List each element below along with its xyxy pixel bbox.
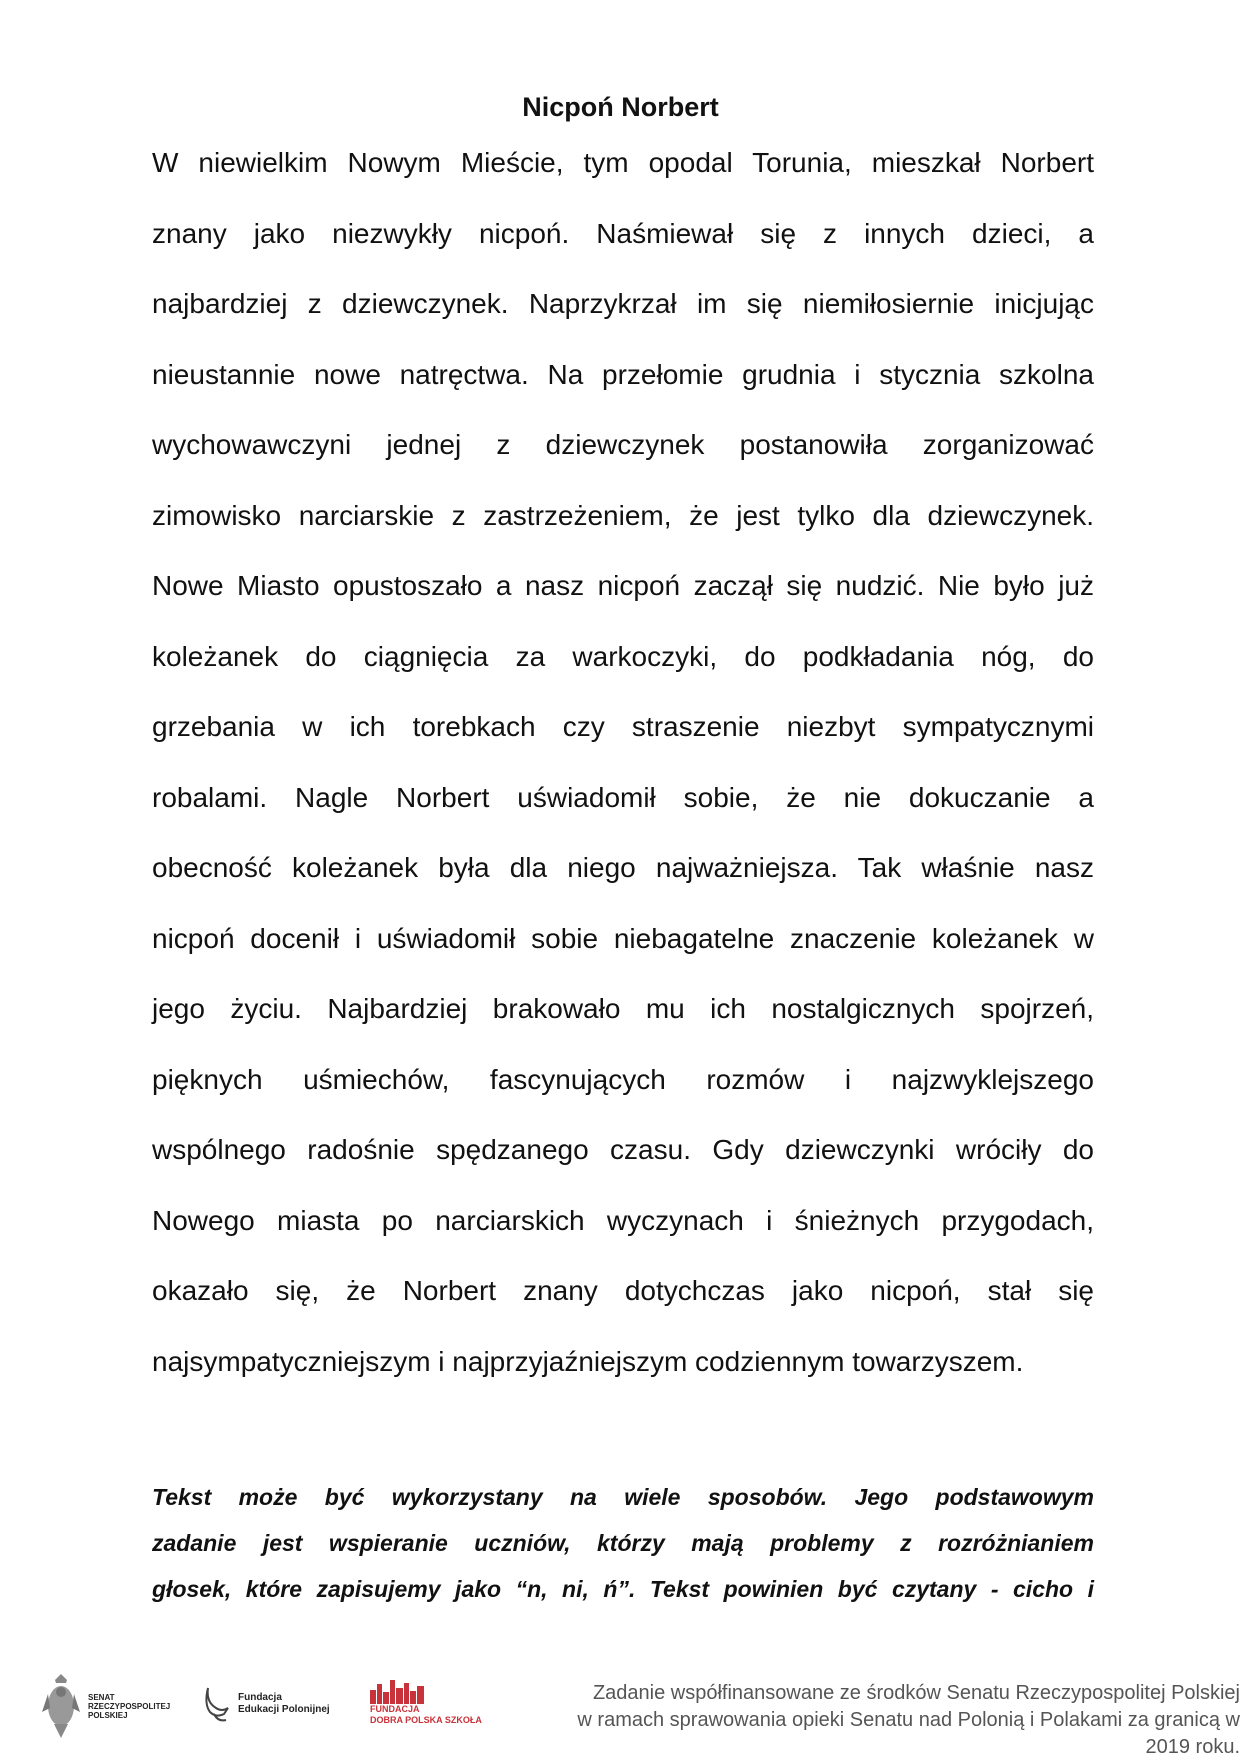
footer	[40, 1670, 1240, 1758]
story-line: pięknych uśmiechów, fascynujących rozmów i najzwyklejszego	[152, 1063, 1094, 1095]
funding-note-line: w ramach sprawowania opieki Senatu nad Polonią i Polakami za granicą w 2019 roku.	[577, 1709, 1240, 1758]
fep-logo-line: Edukacji Polonijnej	[238, 1704, 330, 1715]
note-line: zadanie jest wspieranie uczniów, którzy mają problemy z rozróżnianiem	[152, 1530, 1094, 1556]
story-line: grzebania w ich torebkach czy straszenie niezbyt sympatycznymi	[152, 711, 1094, 742]
fdps-logo-line: DOBRA POLSKA SZKOŁA	[370, 1715, 482, 1725]
senat-logo-line: POLSKIEJ	[88, 1710, 128, 1720]
story-line: okazało się, że Norbert znany dotychczas jako nicpoń, stał się	[152, 1275, 1094, 1306]
story-line: zimowisko narciarskie z zastrzeżeniem, że jest tylko dla dziewczynek.	[152, 499, 1094, 531]
teacher-note	[152, 1474, 1094, 1612]
senat-logo-text	[88, 1693, 170, 1720]
story-line: najbardziej z dziewczynek. Naprzykrzał im się niemiłosiernie inicjując	[152, 288, 1094, 319]
senat-logo-line: SENAT	[88, 1692, 115, 1702]
story-line: obecność koleżanek była dla niego najważniejsza. Tak właśnie nasz	[152, 852, 1094, 883]
note-line: Tekst może być wykorzystany na wiele sposobów. Jego podstawowym	[152, 1484, 1094, 1510]
story-line: nieustannie nowe natręctwa. Na przełomie grudnia i stycznia szkolna	[152, 358, 1094, 390]
funding-note-line: Zadanie współfinansowane ze środków Senatu Rzeczypospolitej Polskiej	[592, 1682, 1240, 1704]
fep-logo-text	[238, 1692, 330, 1716]
senat-logo-line: RZECZYPOSPOLITEJ	[88, 1701, 171, 1711]
story-text	[152, 128, 1094, 1397]
note-line: głosek, które zapisujemy jako “n, ni, ń”. Tekst powinien być czytany - cicho i	[152, 1576, 1094, 1602]
story-line: nicpoń docenił i uświadomił sobie niebagatelne znaczenie koleżanek w	[152, 922, 1094, 954]
fdps-logo	[370, 1680, 482, 1726]
story-line: jego życiu. Najbardziej brakowało mu ich nostalgicznych spojrzeń,	[152, 993, 1094, 1024]
story-line: W niewielkim Nowym Mieście, tym opodal Torunia, mieszkał Norbert	[152, 147, 1094, 178]
story-line: Nowe Miasto opustoszało a nasz nicpoń zaczął się nudzić. Nie było już	[152, 570, 1094, 601]
story-line: najsympatyczniejszym i najprzyjaźniejszym codziennym towarzyszem.	[152, 1345, 1024, 1377]
funding-note	[535, 1680, 1240, 1761]
eagle-emblem-icon	[40, 1672, 82, 1740]
fep-logo	[202, 1684, 330, 1724]
fep-logo-line: Fundacja	[238, 1692, 282, 1703]
story-line: robalami. Nagle Norbert uświadomił sobie, że nie dokuczanie a	[152, 781, 1094, 813]
fdps-logo-line: FUNDACJA	[370, 1704, 420, 1714]
story-line: znany jako niezwykły nicpoń. Naśmiewał się z innych dzieci, a	[152, 217, 1094, 249]
city-skyline-icon	[370, 1680, 424, 1704]
story-line: wychowawczyni jednej z dziewczynek postanowiła zorganizować	[152, 429, 1094, 460]
dove-icon	[202, 1684, 232, 1724]
story-line: wspólnego radośnie spędzanego czasu. Gdy dziewczynki wróciły do	[152, 1134, 1094, 1165]
story-line: Nowego miasta po narciarskich wyczynach i śnieżnych przygodach,	[152, 1204, 1094, 1236]
story-line: koleżanek do ciągnięcia za warkoczyki, do podkładania nóg, do	[152, 640, 1094, 672]
document-title: Nicpoń Norbert	[522, 92, 719, 123]
senat-logo	[40, 1672, 170, 1740]
